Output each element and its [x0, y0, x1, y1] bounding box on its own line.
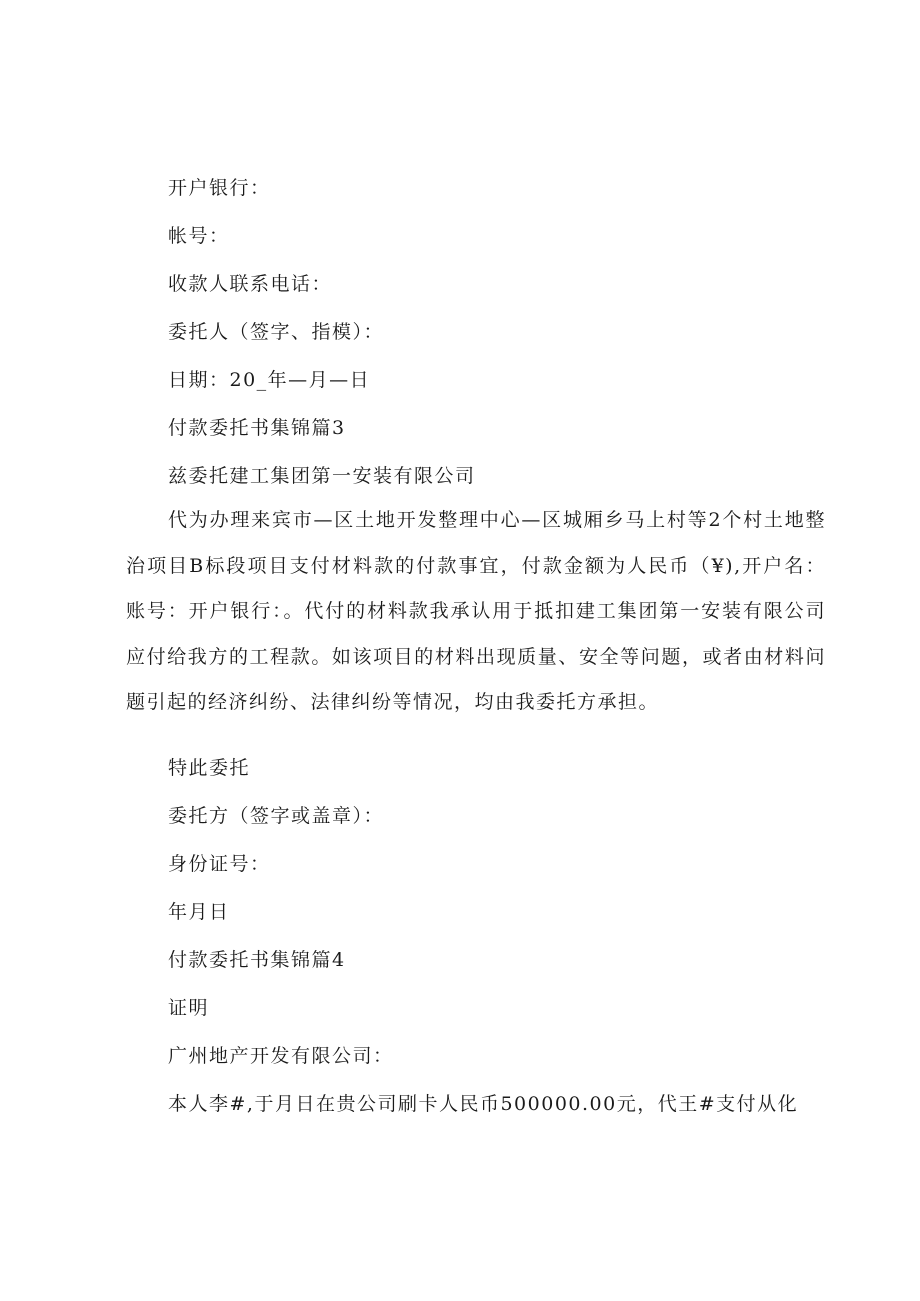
- section-heading-4: 付款委托书集锦篇4: [168, 949, 346, 971]
- id-number-line: 身份证号：: [168, 853, 271, 875]
- payee-phone-line: 收款人联系电话：: [168, 273, 333, 295]
- entrusting-party-signature-line: 委托方（签字或盖章）：: [168, 805, 385, 827]
- entrust-body-paragraph: 代为办理来宾市—区土地开发整理中心—区城厢乡马上村等2个村土地整治项目B标段项目支付材料款的付款事宜，付款金额为人民币（¥),开户名：账号：开户银行：。代付的材料款我承认用于抵扣建工集团第一安装有限公司应付给我方的工程款。如该项目的材料出现质量、安全等问题，或者由材料问题引起的经济纠纷、法律纠纷等情况，均由我委托方承担。: [126, 509, 826, 713]
- addressee-line: 广州地产开发有限公司：: [168, 1045, 394, 1067]
- entrust-company-line: 兹委托建工集团第一安装有限公司: [168, 465, 476, 487]
- date-ymd-line: 年月日: [168, 901, 230, 923]
- principal-signature-line: 委托人（签字、指模）：: [168, 321, 385, 343]
- account-line: 帐号：: [168, 225, 230, 247]
- bank-line: 开户银行：: [168, 177, 271, 199]
- date-line: 日期：20_年—月—日: [168, 369, 371, 391]
- certificate-title: 证明: [168, 997, 210, 1019]
- hereby-entrust-line: 特此委托: [168, 757, 251, 779]
- section-heading-3: 付款委托书集锦篇3: [168, 417, 346, 439]
- certificate-body-line: 本人李#,于月日在贵公司刷卡人民币500000.00元，代王#支付从化: [168, 1093, 799, 1115]
